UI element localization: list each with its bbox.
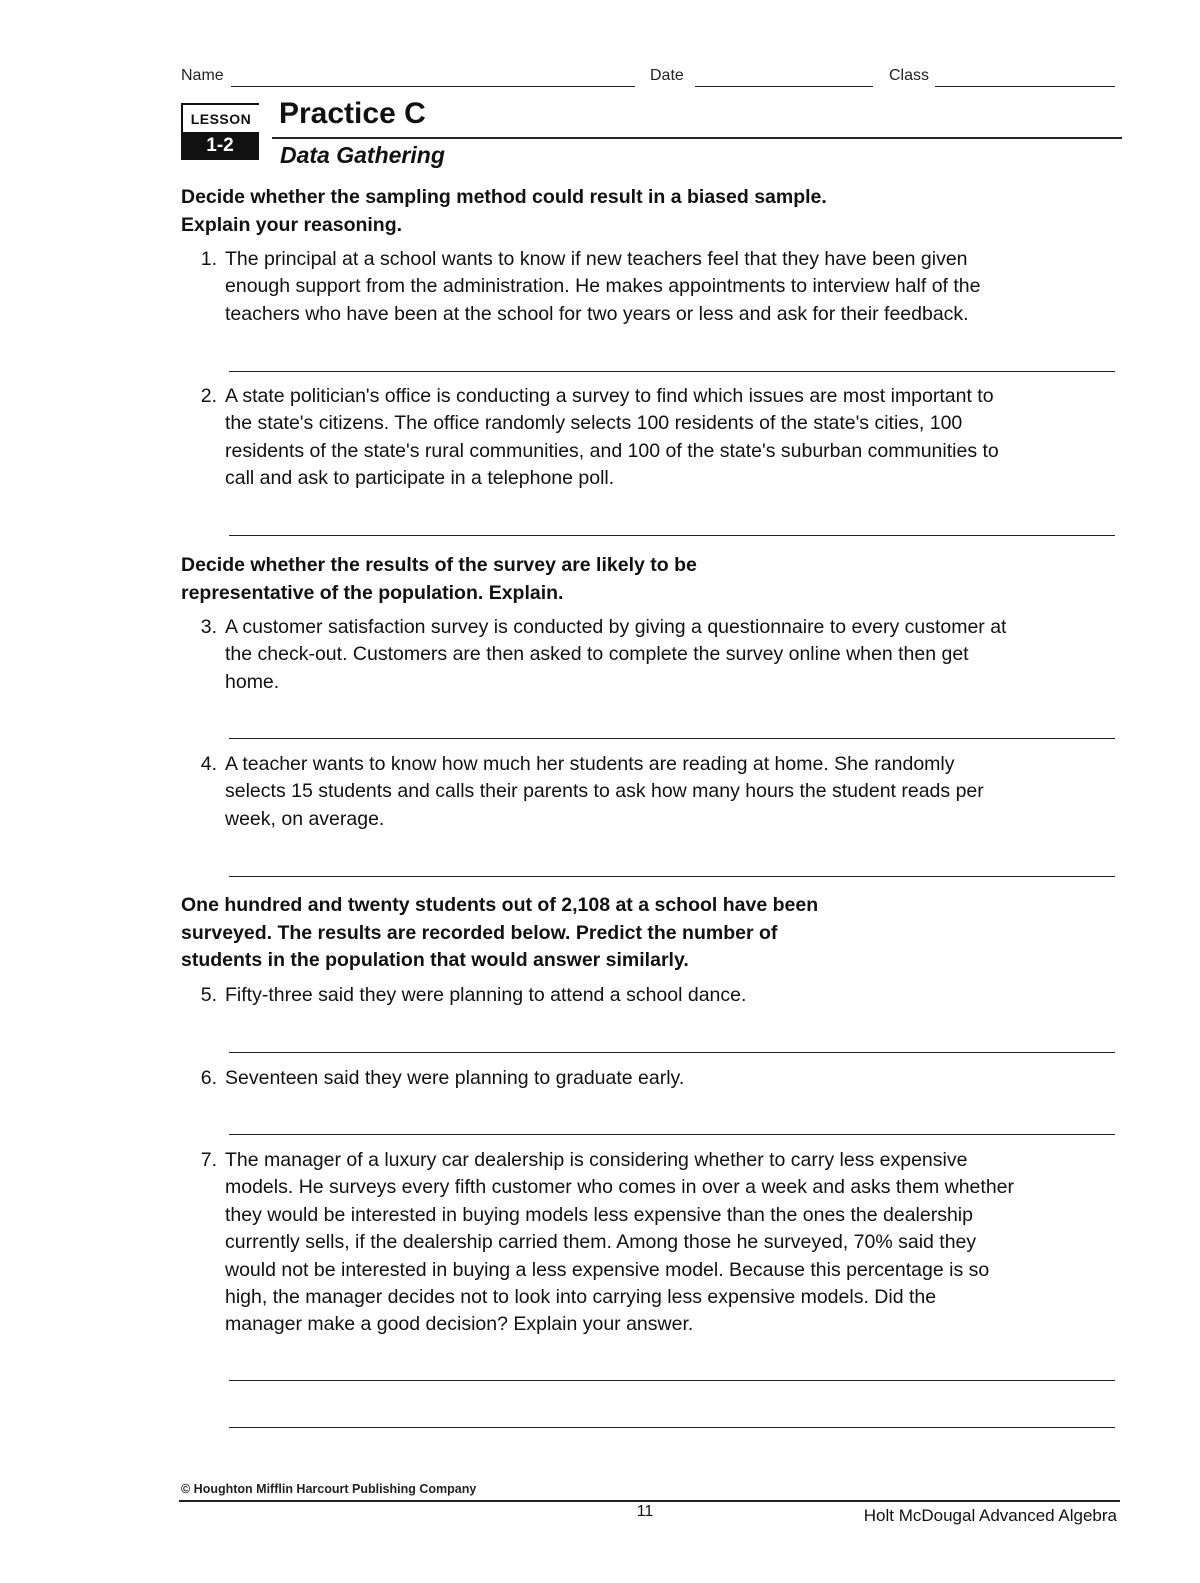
question-line: enough support from the administration. He makes appointments to interview half of the xyxy=(225,275,981,298)
question-line: A state politician's office is conducting a survey to find which issues are most important to xyxy=(225,385,994,407)
question-line: the state's citizens. The office randomly selects 100 residents of the state's cities, 100 xyxy=(225,412,963,435)
page-number: 11 xyxy=(636,1503,654,1520)
question-line: A teacher wants to know how much her students are reading at home. She randomly xyxy=(225,753,955,775)
question-number: 7. xyxy=(200,1149,217,1171)
question-line: The manager of a luxury car dealership is considering whether to carry less expensive xyxy=(225,1149,968,1171)
instruction-line: One hundred and twenty students out of 2,108 at a school have been xyxy=(181,894,819,916)
answer-line-7a[interactable] xyxy=(229,1380,1115,1381)
footer-rule xyxy=(179,1500,1120,1502)
question-line: call and ask to participate in a telephone poll. xyxy=(225,467,615,490)
lesson-label: LESSON xyxy=(190,111,252,127)
question-line: The principal at a school wants to know if new teachers feel that they have been given xyxy=(225,248,968,270)
instruction-line: Decide whether the results of the survey are likely to be xyxy=(181,554,697,576)
answer-line-7b[interactable] xyxy=(229,1427,1115,1428)
question-number: 4. xyxy=(200,753,217,775)
section-1-instructions xyxy=(181,184,941,239)
name-blank[interactable] xyxy=(231,86,635,87)
section-2-instructions xyxy=(181,552,941,607)
question-5 xyxy=(181,982,1121,1012)
answer-line-5[interactable] xyxy=(229,1052,1115,1053)
question-line: high, the manager decides not to look into carrying less expensive models. Did the xyxy=(225,1286,937,1309)
question-line: models. He surveys every fifth customer who comes in over a week and asks them whether xyxy=(225,1176,1014,1199)
question-3 xyxy=(181,614,1121,699)
date-blank[interactable] xyxy=(695,86,873,87)
instruction-line: Explain your reasoning. xyxy=(181,213,403,236)
instruction-line: students in the population that would answer similarly. xyxy=(181,949,689,971)
lesson-number: 1-2 xyxy=(181,132,259,160)
instruction-line: Decide whether the sampling method could result in a biased sample. xyxy=(181,186,827,208)
question-line: selects 15 students and calls their parents to ask how many hours the student reads per xyxy=(225,780,984,803)
answer-line-6[interactable] xyxy=(229,1134,1115,1135)
question-number: 2. xyxy=(200,385,217,407)
answer-line-2[interactable] xyxy=(229,535,1115,536)
question-number: 1. xyxy=(200,248,217,270)
question-4 xyxy=(181,751,1121,836)
answer-line-1[interactable] xyxy=(229,371,1115,372)
question-number: 5. xyxy=(200,984,217,1006)
question-number: 6. xyxy=(200,1067,217,1089)
instruction-line: surveyed. The results are recorded below. Predict the number of xyxy=(181,921,778,944)
title-rule xyxy=(272,137,1122,139)
instruction-line: representative of the population. Explain. xyxy=(181,581,564,604)
answer-line-3[interactable] xyxy=(229,738,1115,739)
question-2 xyxy=(181,383,1121,495)
question-line: manager make a good decision? Explain your answer. xyxy=(225,1313,694,1336)
question-number: 3. xyxy=(200,616,217,638)
book-title: Holt McDougal Advanced Algebra xyxy=(863,1506,1117,1525)
question-line: week, on average. xyxy=(225,807,385,830)
question-line: teachers who have been at the school for two years or less and ask for their feedback. xyxy=(225,302,969,325)
question-1 xyxy=(181,246,1121,331)
question-line: would not be interested in buying a less expensive model. Because this percentage is so xyxy=(225,1258,990,1281)
question-7 xyxy=(181,1147,1121,1342)
section-3-instructions xyxy=(181,892,981,975)
copyright-notice: © Houghton Mifflin Harcourt Publishing Company xyxy=(181,1482,477,1496)
question-line: A customer satisfaction survey is conducted by giving a questionnaire to every customer at xyxy=(225,616,1007,638)
date-label: Date xyxy=(650,67,684,84)
question-line: Seventeen said they were planning to graduate early. xyxy=(225,1067,685,1089)
question-line: residents of the state's rural communities, and 100 of the state's suburban communities to xyxy=(225,439,999,462)
page-subtitle: Data Gathering xyxy=(280,142,445,168)
question-line: home. xyxy=(225,670,280,693)
answer-line-4[interactable] xyxy=(229,876,1115,877)
lesson-badge xyxy=(181,103,259,160)
question-6 xyxy=(181,1065,1121,1095)
page-title: Practice C xyxy=(279,97,426,130)
question-line: Fifty-three said they were planning to attend a school dance. xyxy=(225,984,747,1006)
name-label: Name xyxy=(181,67,224,84)
class-blank[interactable] xyxy=(935,86,1115,87)
question-line: currently sells, if the dealership carried them. Among those he surveyed, 70% said they xyxy=(225,1231,977,1254)
question-line: they would be interested in buying models less expensive than the ones the dealership xyxy=(225,1203,973,1226)
question-line: the check-out. Customers are then asked to complete the survey online when then get xyxy=(225,643,969,666)
class-label: Class xyxy=(889,67,930,84)
